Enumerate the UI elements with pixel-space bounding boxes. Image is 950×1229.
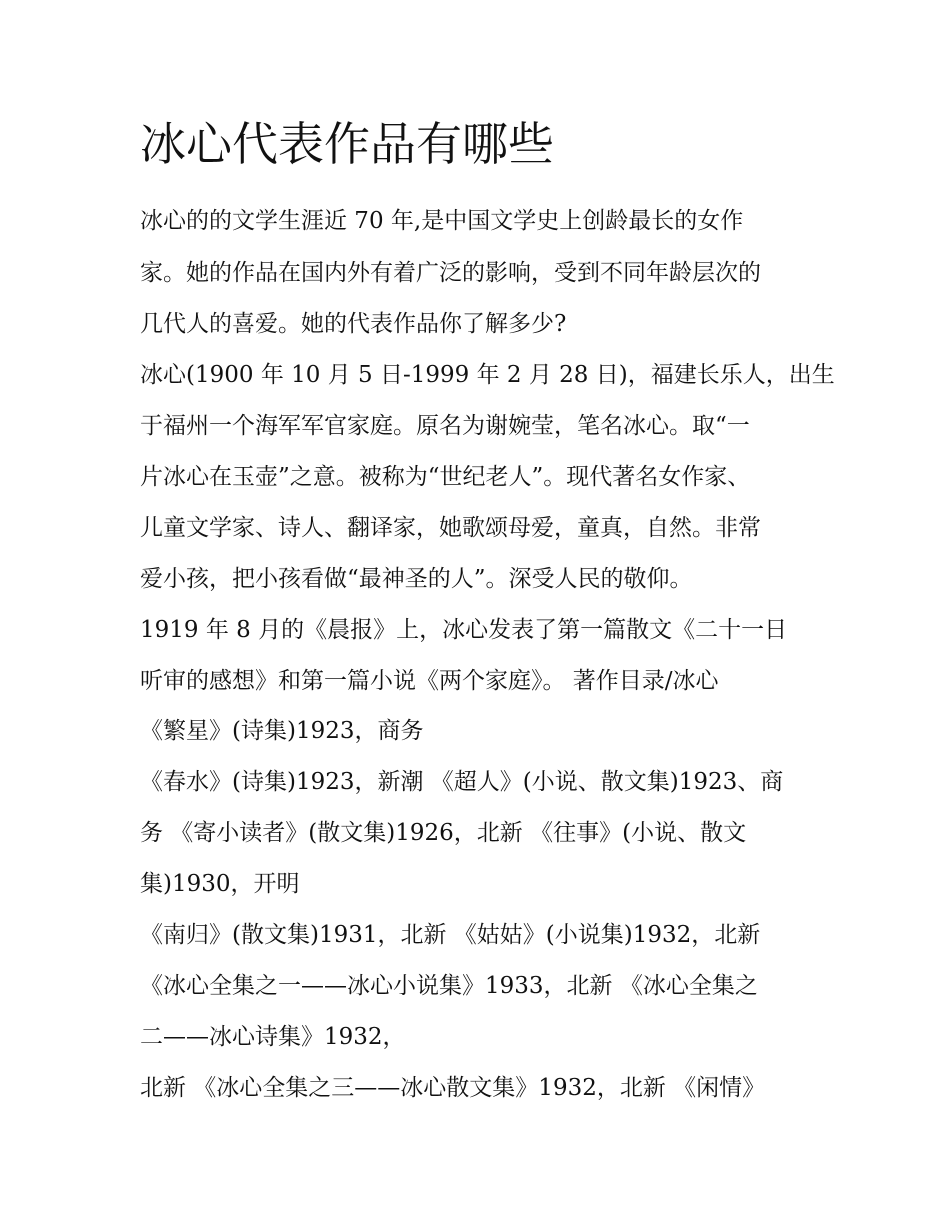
text-line: 《南归》(散文集)1931，北新 《姑姑》(小说集)1932，北新: [140, 922, 761, 948]
text-line: 于福州一个海军军官家庭。原名为谢婉莹，笔名冰心。取“一: [140, 413, 750, 439]
text-line: 务 《寄小读者》(散文集)1926，北新 《往事》(小说、散文: [140, 820, 747, 846]
text-line: 家。她的作品在国内外有着广泛的影响，受到不同年龄层次的: [140, 260, 761, 286]
text-line: 二——冰心诗集》1932，: [140, 1024, 406, 1050]
text-line: 北新 《冰心全集之三——冰心散文集》1932，北新 《闲情》: [140, 1075, 766, 1101]
text-line: 听审的感想》和第一篇小说《两个家庭》。 著作目录/冰心: [140, 668, 719, 694]
text-line: 《春水》(诗集)1923，新潮 《超人》(小说、散文集)1923、商: [140, 769, 784, 795]
text-line: 几代人的喜爱。她的代表作品你了解多少?: [140, 311, 567, 337]
text-line: 片冰心在玉壶”之意。被称为“世纪老人”。现代著名女作家、: [140, 464, 751, 490]
text-line: 冰心的的文学生涯近 70 年,是中国文学史上创龄最长的女作: [140, 208, 744, 234]
page-title: 冰心代表作品有哪些: [140, 117, 554, 171]
text-line: 儿童文学家、诗人、翻译家，她歌颂母爱，童真，自然。非常: [140, 515, 761, 541]
text-line: 《冰心全集之一——冰心小说集》1933，北新 《冰心全集之: [140, 973, 758, 999]
text-line: 1919 年 8 月的《晨报》上，冰心发表了第一篇散文《二十一日: [140, 617, 788, 643]
text-line: 集)1930，开明: [140, 871, 300, 897]
text-line: 《繁星》(诗集)1923，商务: [140, 718, 424, 744]
text-line: 爱小孩，把小孩看做“最神圣的人”。深受人民的敬仰。: [140, 566, 693, 592]
text-line: 冰心(1900 年 10 月 5 日-1999 年 2 月 28 日)，福建长乐人，出生: [140, 362, 835, 388]
